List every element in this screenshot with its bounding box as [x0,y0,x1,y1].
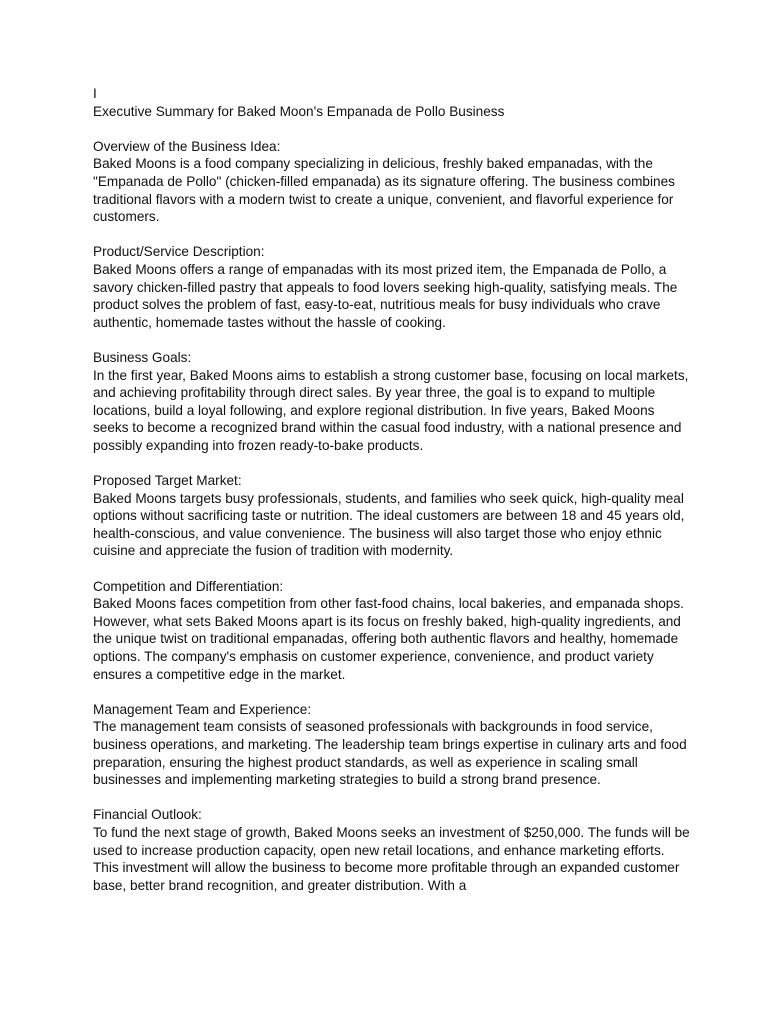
section-product-description [93,243,693,331]
section-target-market [93,472,693,560]
section-overview [93,138,693,226]
section-business-goals [93,349,693,455]
section-body: The management team consists of seasoned professionals with backgrounds in food service, business operations, and marketing. The leadership team brings expertise in culinary arts and food preparation, ensuring the highest product standards, as well as experience in scaling small businesses and implementing marketing strategies to build a strong brand presence. [93,719,687,788]
section-financial-outlook [93,806,693,894]
document-page [93,85,693,912]
section-heading: Business Goals: [93,349,192,365]
stray-character: I [93,86,97,101]
section-heading: Product/Service Description: [93,244,265,260]
section-body: Baked Moons faces competition from other fast-food chains, local bakeries, and empanada shops. However, what sets Baked Moons apart is its focus on freshly baked, high-quality ingredients, and the unique twist on traditional empanadas, offering both authentic flavors and healthy, homemade options. The company's emphasis on customer experience, convenience, and product variety ensures a competitive edge in the market. [93,596,684,682]
section-body: Baked Moons is a food company specializing in delicious, freshly baked empanadas, with the "Empanada de Pollo" (chicken-filled empanada) as its signature offering. The business combines traditional flavors with a modern twist to create a unique, convenient, and flavorful experience for customers. [93,156,675,225]
section-heading: Management Team and Experience: [93,701,312,717]
section-body: Baked Moons targets busy professionals, students, and families who seek quick, high-quality meal options without sacrificing taste or nutrition. The ideal customers are between 18 and 45 years old, health-conscious, and value convenience. The business will also target those who enjoy ethnic cuisine and appreciate the fusion of tradition with modernity. [93,490,685,559]
section-competition [93,578,693,684]
section-heading: Overview of the Business Idea: [93,138,281,154]
section-heading: Proposed Target Market: [93,473,242,489]
section-body: To fund the next stage of growth, Baked Moons seeks an investment of $250,000. The funds will be used to increase production capacity, open new retail locations, and enhance marketing efforts. This investment will allow the business to become more profitable through an expanded customer base, better brand recognition, and greater distribution. With a [93,824,690,893]
section-heading: Financial Outlook: [93,807,202,823]
document-title: Executive Summary for Baked Moon's Empanada de Pollo Business [93,103,505,119]
section-heading: Competition and Differentiation: [93,578,284,594]
section-body: Baked Moons offers a range of empanadas with its most prized item, the Empanada de Pollo, a savory chicken-filled pastry that appeals to food lovers seeking high-quality, satisfying meals. The product solves the problem of fast, easy-to-eat, nutritious meals for busy individuals who crave authentic, homemade tastes without the hassle of cooking. [93,261,678,330]
section-body: In the first year, Baked Moons aims to establish a strong customer base, focusing on local markets, and achieving profitability through direct sales. By year three, the goal is to expand to multiple locations, build a loyal following, and explore regional distribution. In five years, Baked Moons seeks to become a recognized brand within the casual food industry, with a national presence and possibly expanding into frozen ready-to-bake products. [93,367,689,453]
section-management-team [93,701,693,789]
